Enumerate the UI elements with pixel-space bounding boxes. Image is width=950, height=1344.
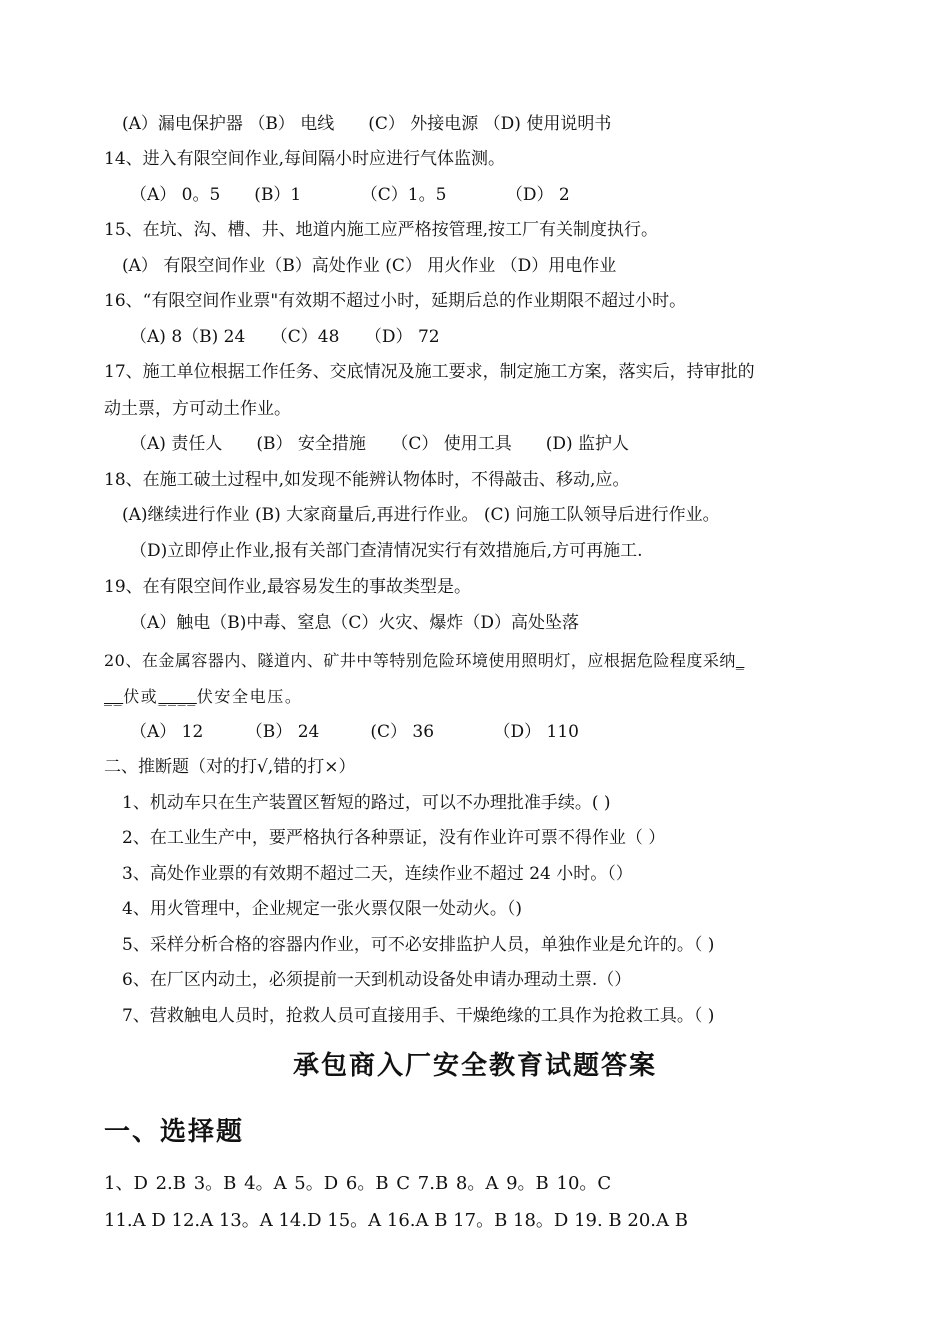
blank-c: ____ — [158, 687, 197, 706]
judgement-item-2: 2、在工业生产中，要严格执行各种票证，没有作业许可票不得作业（ ） — [122, 828, 666, 848]
question-17-line-2: 动土票，方可动土作业。 — [104, 399, 291, 419]
question-17-line-1: 17、施工单位根据工作任务、交底情况及施工要求，制定施工方案，落实后，持审批的 — [104, 362, 755, 382]
judgement-item-7: 7、营救触电人员时，抢救人员可直接用手、干燥绝缘的工具作为抢救工具。（ ) — [122, 1006, 715, 1026]
judgement-item-5: 5、采样分析合格的容器内作业，可不必安排监护人员，单独作业是允许的。（ ) — [122, 935, 715, 955]
question-20-end: 伏安全电压。 — [196, 687, 303, 706]
q15-options: (A） 有限空间作业（B）高处作业 (C） 用火作业 （D）用电作业 — [122, 256, 617, 276]
question-14: 14、进入有限空间作业,每间隔小时应进行气体监测。 — [104, 149, 506, 169]
blank-b: __ — [104, 687, 124, 706]
q18-options-2: （D)立即停止作业,报有关部门查清情况实行有效措施后,方可再施工. — [130, 541, 643, 561]
question-20-text: 20、在金属容器内、隧道内、矿井中等特别危险环境使用照明灯，应根据危险程度采纳 — [104, 651, 736, 670]
q19-options: （A）触电（B)中毒、窒息（C）火灾、爆炸（D）高处坠落 — [130, 613, 580, 633]
q16-options: （A) 8（B) 24 （C）48 （D） 72 — [130, 327, 440, 347]
answer-section-heading: 一、选择题 — [104, 1117, 245, 1147]
q14-options: （A） 0。5 (B）1 （C）1。5 （D） 2 — [130, 185, 570, 205]
judgement-heading: 二、推断题（对的打√,错的打×） — [104, 757, 356, 777]
question-20-line-2 — [104, 686, 302, 708]
q13-options: (A）漏电保护器 （B） 电线 (C） 外接电源 （D) 使用说明书 — [122, 114, 612, 134]
q20-options: （A） 12 （B） 24 (C） 36 （D） 110 — [130, 722, 579, 742]
question-20-mid: 伏或 — [123, 687, 159, 706]
question-18: 18、在施工破土过程中,如发现不能辨认物体时，不得敲击、移动,应。 — [104, 470, 630, 490]
judgement-item-6: 6、在厂区内动土，必须提前一天到机动设备处申请办理动土票.（） — [122, 970, 632, 990]
answer-line-2: 11.A D 12.A 13。A 14.D 15。A 16.A B 17。B 18。D 19. B 20.A B — [104, 1210, 688, 1231]
question-20-line-1 — [104, 650, 744, 672]
q18-options-1: (A)继续进行作业 (B) 大家商量后,再进行作业。 (C) 问施工队领导后进行作业。 — [122, 505, 720, 525]
question-16: 16、“有限空间作业票"有效期不超过小时，延期后总的作业期限不超过小时。 — [104, 291, 687, 311]
judgement-item-3: 3、高处作业票的有效期不超过二天，连续作业不超过 24 小时。（） — [122, 864, 633, 884]
answer-line-1: 1、D 2.B 3。B 4。A 5。D 6。B C 7.B 8。A 9。B 10。C — [104, 1173, 612, 1194]
answer-key-title: 承包商入厂安全教育试题答案 — [292, 1051, 657, 1081]
q17-options: （A) 责任人 (B） 安全措施 （C） 使用工具 (D) 监护人 — [130, 434, 630, 454]
blank-a: _ — [735, 651, 745, 670]
judgement-item-1: 1、机动车只在生产装置区暂短的路过，可以不办理批准手续。( ) — [122, 793, 611, 813]
question-19: 19、在有限空间作业,最容易发生的事故类型是。 — [104, 577, 472, 597]
question-15: 15、在坑、沟、槽、井、地道内施工应严格按管理,按工厂有关制度执行。 — [104, 220, 659, 240]
judgement-item-4: 4、用火管理中，企业规定一张火票仅限一处动火。（) — [122, 899, 522, 919]
